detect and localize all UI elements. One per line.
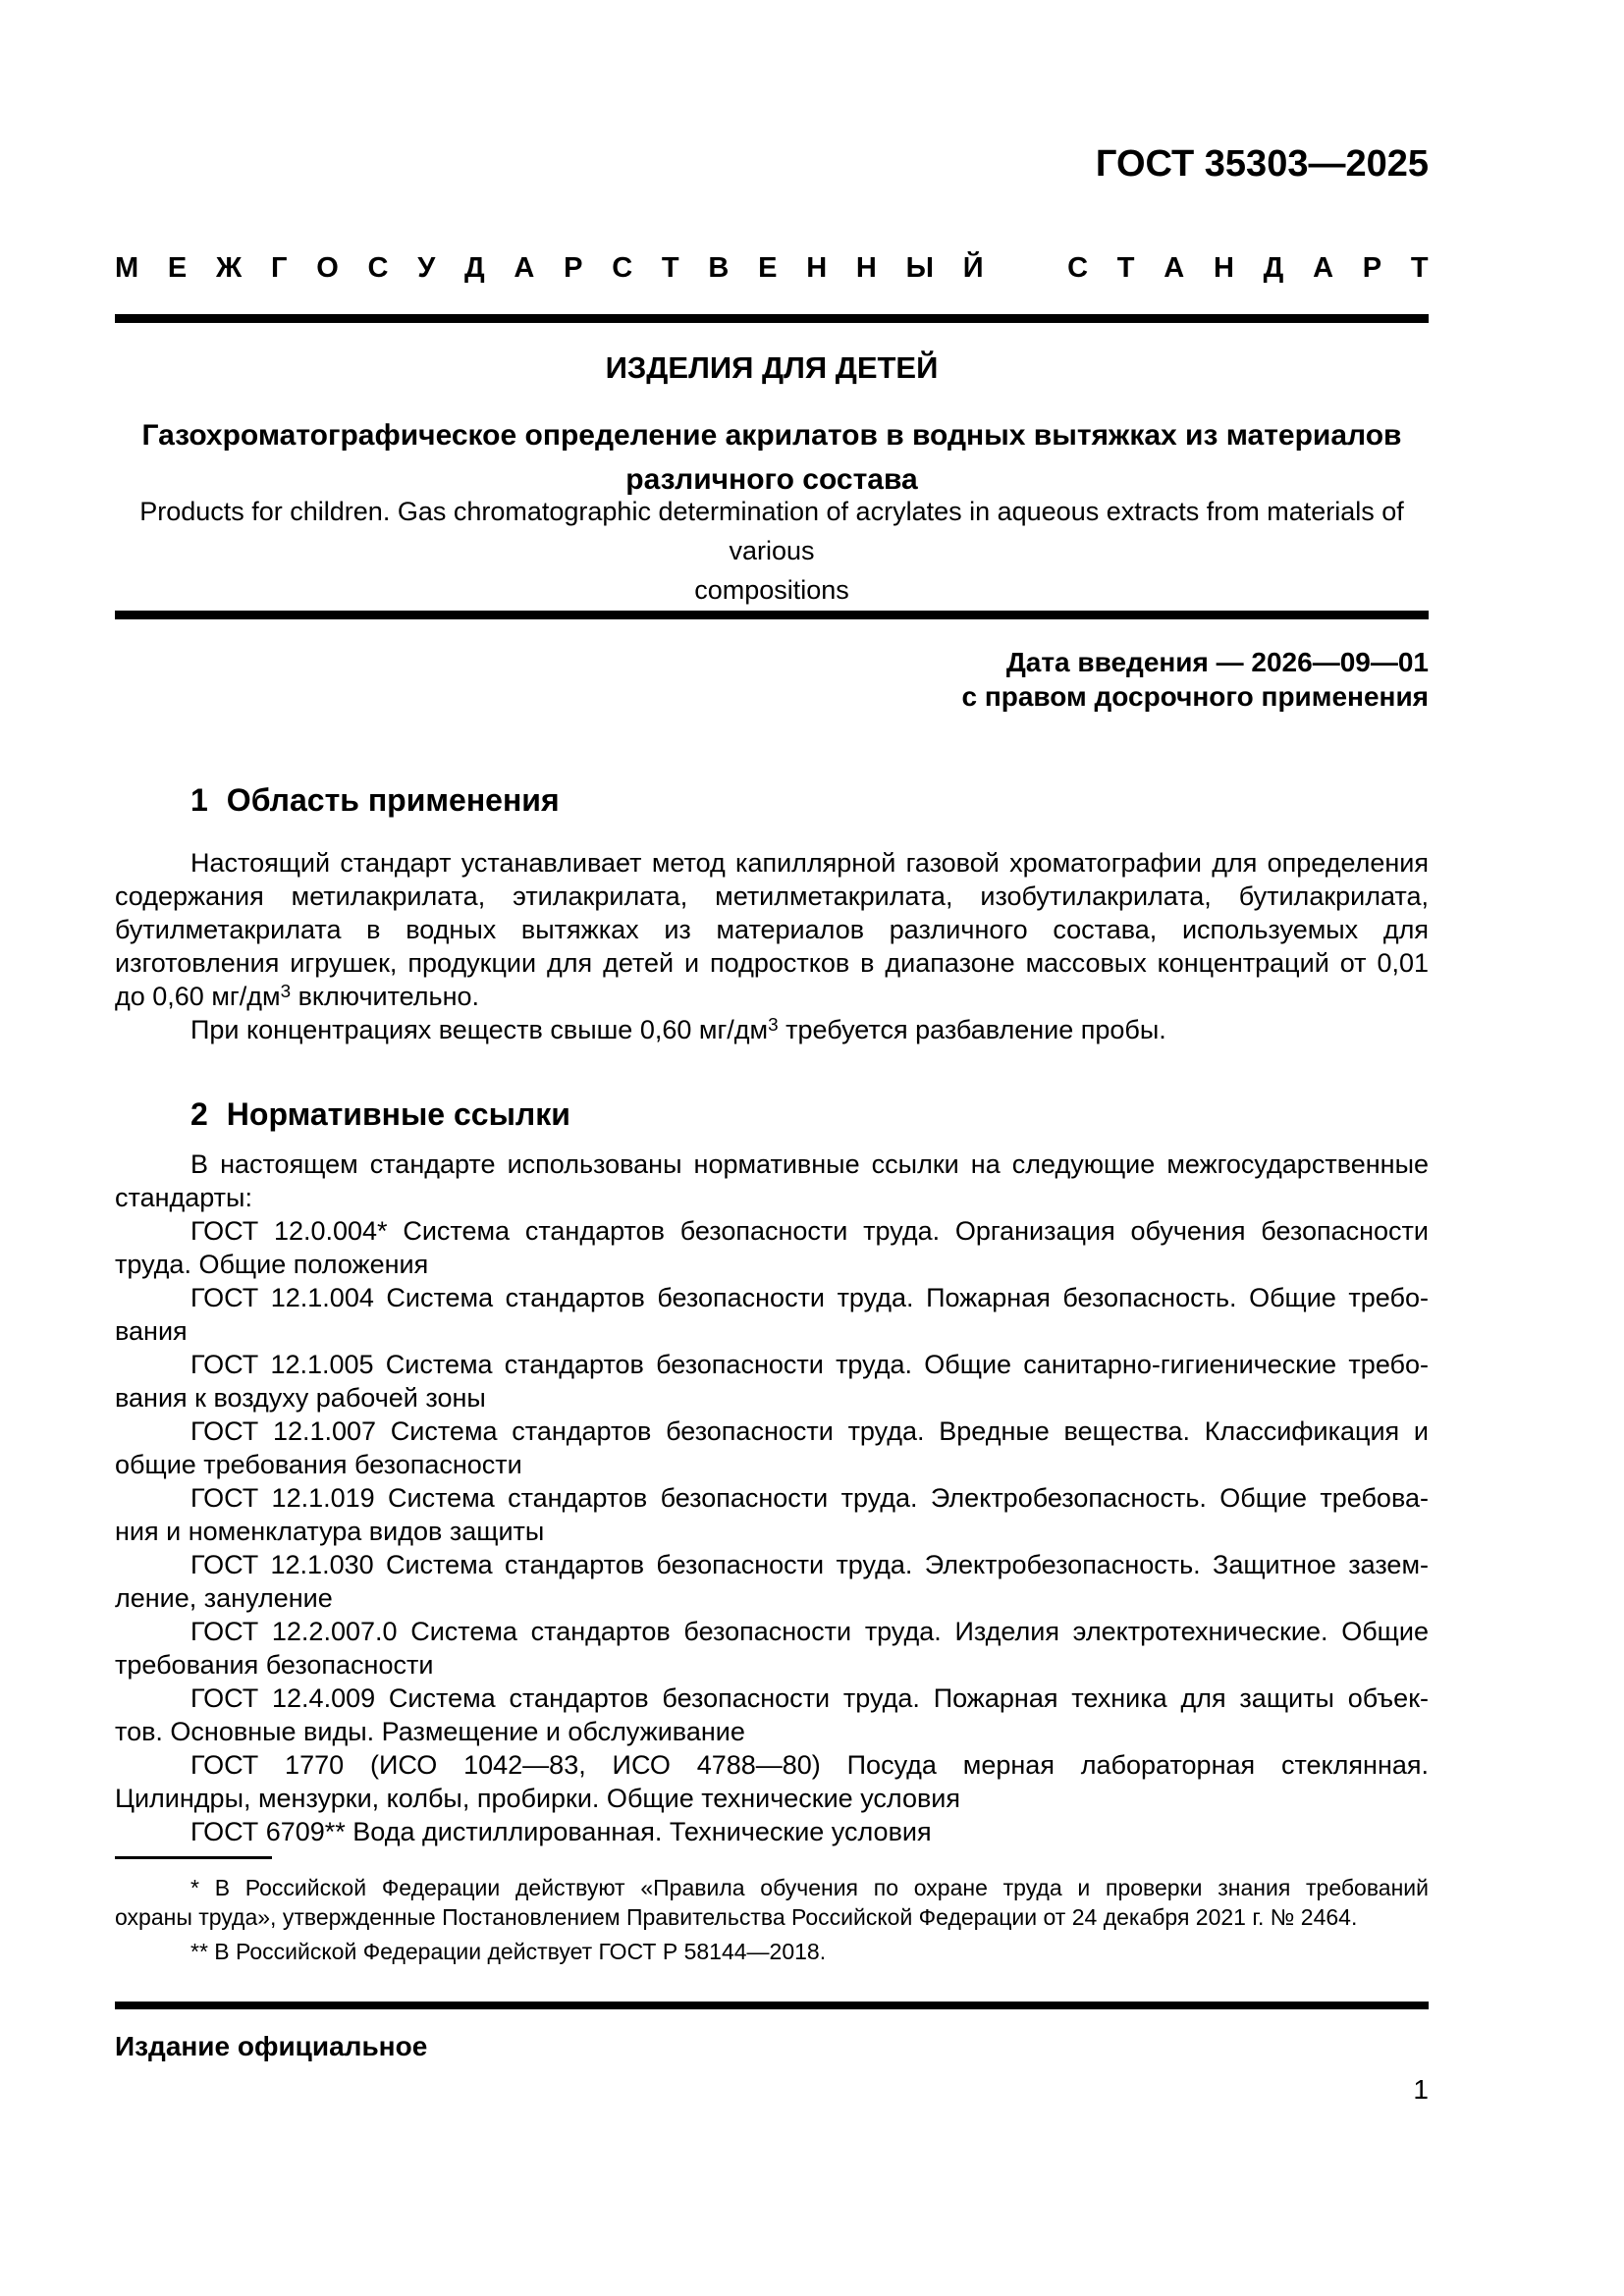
footnotes-block — [115, 1873, 1429, 1966]
paragraph — [115, 1548, 1429, 1615]
text-line: ГОСТ 12.0.004* Система стандартов безопасности труда. Организация обучения безопасности — [190, 1216, 1429, 1246]
paragraph — [115, 1481, 1429, 1548]
section-2-body — [115, 1148, 1429, 1848]
section-1-body — [115, 846, 1429, 1046]
paragraph — [115, 1348, 1429, 1415]
page-number: 1 — [1413, 2074, 1429, 2105]
banner-letter: Ы — [905, 252, 934, 284]
banner-letter: Т — [1410, 252, 1429, 284]
text-line: стандарты: — [115, 1183, 252, 1212]
header-rule — [115, 314, 1429, 323]
banner-letter: Р — [1362, 252, 1382, 284]
title-line-en: compositions — [694, 575, 849, 605]
paragraph — [115, 1937, 1429, 1966]
text-line: Настоящий стандарт устанавливает метод капиллярной газовой хроматографии для определения — [190, 848, 1429, 878]
paragraph — [115, 1682, 1429, 1748]
banner-letter: А — [1164, 252, 1185, 284]
banner-letter: Н — [806, 252, 828, 284]
banner-letter: В — [708, 252, 730, 284]
text-line: ния и номенклатура видов защиты — [115, 1517, 545, 1546]
document-title-en — [115, 492, 1429, 610]
text-line: ГОСТ 12.1.005 Система стандартов безопасности труда. Общие санитарно-гигиенические требо- — [190, 1350, 1429, 1379]
text-line: Цилиндры, мензурки, колбы, пробирки. Общие технические условия — [115, 1784, 961, 1813]
early-application-note: с правом досрочного применения — [961, 681, 1429, 712]
paragraph — [115, 1281, 1429, 1348]
section-1-number: 1 — [190, 782, 208, 818]
edition-note: Издание официальное — [115, 2031, 428, 2061]
text-line: требования безопасности — [115, 1650, 434, 1680]
text-line: При концентрациях веществ свыше 0,60 $мг/дм^3$ требуется разбавление пробы. — [190, 1014, 1166, 1044]
document-title-ru — [115, 413, 1429, 502]
standard-type-banner — [115, 253, 1429, 283]
text-line: тов. Основные виды. Размещение и обслуживание — [115, 1717, 745, 1746]
paragraph — [115, 1148, 1429, 1214]
doc-number: ГОСТ 35303—2025 — [1095, 143, 1429, 185]
text-line: общие требования безопасности — [115, 1450, 522, 1479]
text-line: ГОСТ 12.2.007.0 Система стандартов безопасности труда. Изделия электротехнические. Общие — [190, 1617, 1429, 1646]
text-line: ГОСТ 1770 (ИСО 1042—83, ИСО 4788—80) Посуда мерная лабораторная стеклянная. — [190, 1750, 1429, 1780]
footer-rule — [115, 2002, 1429, 2009]
paragraph — [115, 1873, 1429, 1932]
text-line: ГОСТ 12.1.007 Система стандартов безопасности труда. Вредные вещества. Классификация и — [190, 1416, 1429, 1446]
section-1-heading — [115, 782, 1429, 818]
text-line: охраны труда», утвержденные Постановлением Правительства Российской Федерации от 24 декабря 2021 г. № 2464. — [115, 1904, 1358, 1930]
title-rule — [115, 611, 1429, 619]
paragraph — [115, 1748, 1429, 1815]
text-line: ГОСТ 12.1.019 Система стандартов безопасности труда. Электробезопасность. Общие требова- — [190, 1483, 1429, 1513]
banner-letter: Т — [1116, 252, 1135, 284]
banner-letter: С — [1067, 252, 1089, 284]
paragraph — [115, 1214, 1429, 1281]
text-line: В настоящем стандарте использованы нормативные ссылки на следующие межгосударственные — [190, 1149, 1429, 1179]
banner-letter: Н — [1213, 252, 1234, 284]
banner-letter: Д — [464, 252, 485, 284]
banner-letter: Н — [855, 252, 877, 284]
title-line: различного состава — [625, 463, 918, 496]
section-2-heading — [115, 1096, 1429, 1132]
text-line: * В Российской Федерации действуют «Правила обучения по охране труда и проверки знания требований — [190, 1875, 1429, 1900]
banner-letter: А — [514, 252, 535, 284]
paragraph — [115, 1615, 1429, 1682]
section-2-title: Нормативные ссылки — [226, 1096, 570, 1132]
effective-date: Дата введения — 2026—09—01 — [1005, 647, 1429, 677]
paragraph — [115, 1013, 1429, 1046]
banner-letter: А — [1313, 252, 1334, 284]
banner-letter: О — [316, 252, 339, 284]
text-line: содержания метилакрилата, этилакрилата, метилметакрилата, изобутилакрилата, бутилакрилата, — [115, 881, 1429, 911]
banner-letter: Ж — [216, 252, 243, 284]
text-line: до 0,60 $мг/дм^3$ включительно. — [115, 981, 480, 1011]
banner-letter: Д — [1263, 252, 1284, 284]
text-line: ГОСТ 6709** Вода дистиллированная. Технические условия — [190, 1817, 932, 1846]
document-subject-title: ИЗДЕЛИЯ ДЛЯ ДЕТЕЙ — [605, 350, 939, 385]
banner-letter: У — [417, 252, 436, 284]
text-line: бутилметакрилата в водных вытяжках из материалов различного состава, используемых для — [115, 915, 1429, 944]
text-line: труда. Общие положения — [115, 1250, 429, 1279]
title-line: Газохроматографическое определение акрилатов в водных вытяжках из материалов — [141, 419, 1402, 452]
banner-letter: С — [612, 252, 633, 284]
text-line: ГОСТ 12.4.009 Система стандартов безопасности труда. Пожарная техника для защиты объек- — [190, 1683, 1429, 1713]
paragraph — [115, 1415, 1429, 1481]
text-line: вания — [115, 1316, 188, 1346]
text-line: ГОСТ 12.1.004 Система стандартов безопасности труда. Пожарная безопасность. Общие требо- — [190, 1283, 1429, 1312]
text-line: ГОСТ 12.1.030 Система стандартов безопасности труда. Электробезопасность. Защитное зазем- — [190, 1550, 1429, 1579]
banner-letter: Т — [661, 252, 679, 284]
effective-date-block — [115, 645, 1429, 714]
banner-letter: Р — [564, 252, 583, 284]
banner-letter: М — [115, 252, 139, 284]
banner-letter: Е — [167, 252, 188, 284]
banner-letter: Е — [758, 252, 778, 284]
paragraph — [115, 846, 1429, 1013]
banner-letter: Г — [270, 252, 288, 284]
banner-letter: С — [367, 252, 389, 284]
banner-letter: Й — [962, 252, 984, 284]
text-line: ление, зануление — [115, 1583, 333, 1613]
text-line: изготовления игрушек, продукции для детей и подростков в диапазоне массовых концентраций от 0,01 — [115, 948, 1429, 978]
section-2-number: 2 — [190, 1096, 208, 1132]
section-1-title: Область применения — [226, 782, 560, 818]
text-line: ** В Российской Федерации действует ГОСТ Р 58144—2018. — [190, 1939, 827, 1964]
text-line: вания к воздуху рабочей зоны — [115, 1383, 486, 1413]
footnote-separator — [115, 1856, 272, 1859]
title-line-en: Products for children. Gas chromatographic determination of acrylates in aqueous extracts from materials of various — [139, 497, 1404, 565]
paragraph — [115, 1815, 1429, 1848]
